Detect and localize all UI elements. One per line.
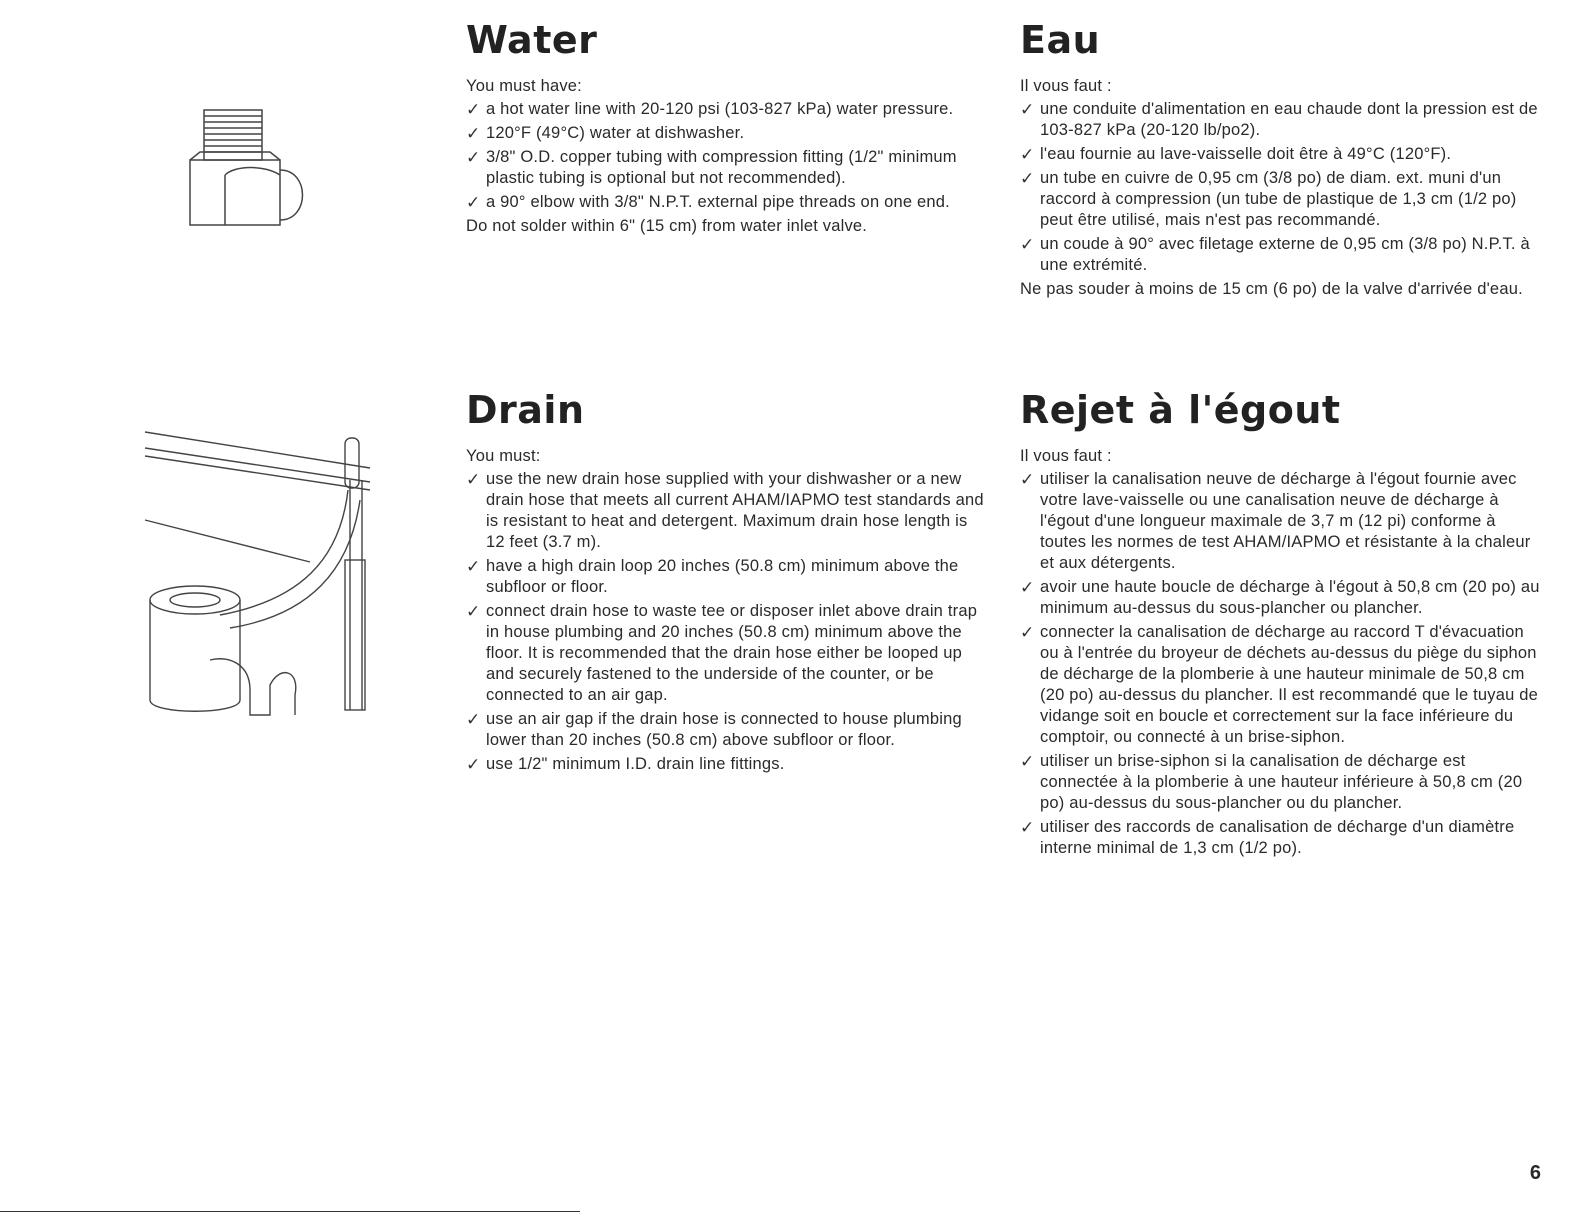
water-heading: Water [466,18,598,62]
list-item: ✓ avoir une haute boucle de décharge à l'égout à 50,8 cm (20 po) au minimum au-dessus du sous-plancher ou plancher. [1020,578,1540,617]
list-item: ✓ 120°F (49°C) water at dishwasher. [466,124,745,143]
water-section [466,18,986,237]
elbow-fitting-illustration [170,100,320,240]
list-item: ✓ utiliser des raccords de canalisation de décharge d'un diamètre interne minimal de 1,3 cm (1/2 po). [1020,818,1515,857]
list-item: ✓ utiliser un brise-siphon si la canalisation de décharge est connectée à la plomberie à une hauteur inférieure à 50,8 cm (20 po) au-dessus du sous-plancher ou du plancher. [1020,752,1523,812]
check-icon: ✓ [1020,470,1035,489]
rejet-heading: Rejet à l'égout [1020,388,1341,432]
check-icon: ✓ [1020,818,1035,837]
check-icon: ✓ [466,557,481,576]
check-icon: ✓ [466,470,481,489]
drain-requirements-list [466,469,986,775]
bottom-rule [0,1211,580,1212]
check-icon: ✓ [1020,145,1035,164]
eau-requirements-list [1020,99,1540,276]
water-note: Do not solder within 6" (15 cm) from water inlet valve. [466,217,868,235]
list-item: ✓ use an air gap if the drain hose is connected to house plumbing lower than 20 inches (50.8 cm) above subfloor or floor. [466,710,962,749]
list-item: ✓ utiliser la canalisation neuve de décharge à l'égout fournie avec votre lave-vaisselle ou une canalisation neuve de décharge à l'égout d'une longueur maximale de 3,7 m (12 pi) conforme à toutes les normes de test AHAM/IAPMO et résistante à la chaleur et aux détergents. [1020,470,1531,572]
rejet-section [1020,388,1540,862]
check-icon: ✓ [1020,169,1035,188]
check-icon: ✓ [1020,752,1035,771]
drain-installation-illustration [140,420,380,740]
check-icon: ✓ [1020,578,1035,597]
eau-heading: Eau [1020,18,1101,62]
list-item: ✓ un coude à 90° avec filetage externe de 0,95 cm (3/8 po) N.P.T. à une extrémité. [1020,235,1530,274]
page-number: 6 [1529,1162,1541,1184]
check-icon: ✓ [466,148,481,167]
list-item: ✓ a 90° elbow with 3/8" N.P.T. external pipe threads on one end. [466,193,950,212]
rejet-requirements-list [1020,469,1540,859]
check-icon: ✓ [1020,100,1035,119]
list-item: ✓ connecter la canalisation de décharge au raccord T d'évacuation ou à l'entrée du broyeur de déchets au-dessus du piège du siphon de décharge de la plomberie à une hauteur minimale de 50,8 cm (20 po) au-dessus du plancher. Il est recommandé que le tuyau de vidange soit en boucle et correctement sur la face inférieure du comptoir, ou connecté à un brise-siphon. [1020,623,1539,746]
list-item: ✓ l'eau fournie au lave-vaisselle doit être à 49°C (120°F). [1020,145,1452,164]
list-item: ✓ have a high drain loop 20 inches (50.8 cm) minimum above the subfloor or floor. [466,557,959,596]
list-item: ✓ a hot water line with 20-120 psi (103-827 kPa) water pressure. [466,100,954,119]
list-item: ✓ une conduite d'alimentation en eau chaude dont la pression est de 103-827 kPa (20-120 lb/po2). [1020,100,1538,139]
drain-section [466,388,986,778]
check-icon: ✓ [466,710,481,729]
eau-note: Ne pas souder à moins de 15 cm (6 po) de la valve d'arrivée d'eau. [1020,280,1523,298]
check-icon: ✓ [466,193,481,212]
check-icon: ✓ [466,100,481,119]
drain-heading: Drain [466,388,585,432]
check-icon: ✓ [466,755,481,774]
drain-intro: You must: [466,447,541,465]
eau-section [1020,18,1540,300]
check-icon: ✓ [1020,623,1035,642]
list-item: ✓ use 1/2" minimum I.D. drain line fittings. [466,755,785,774]
list-item: ✓ connect drain hose to waste tee or disposer inlet above drain trap in house plumbing and 20 inches (50.8 cm) minimum above the floor. It is recommended that the drain hose either be looped up and securely fastened to the underside of the counter, or be connected to an air gap. [466,602,978,704]
rejet-intro: Il vous faut : [1020,447,1112,465]
check-icon: ✓ [466,602,481,621]
list-item: ✓ un tube en cuivre de 0,95 cm (3/8 po) de diam. ext. muni d'un raccord à compression (un tube de plastique de 1,3 cm (1/2 po) peut être utilisé, mais n'est pas recommandé. [1020,169,1517,229]
water-intro: You must have: [466,77,582,95]
check-icon: ✓ [466,124,481,143]
list-item: ✓ 3/8" O.D. copper tubing with compression fitting (1/2" minimum plastic tubing is optional but not recommended). [466,148,957,187]
water-requirements-list [466,99,986,213]
check-icon: ✓ [1020,235,1035,254]
eau-intro: Il vous faut : [1020,77,1112,95]
list-item: ✓ use the new drain hose supplied with your dishwasher or a new drain hose that meets all current AHAM/IAPMO test standards and is resistant to heat and detergent. Maximum drain hose length is 12 feet (3.7 m). [466,470,984,551]
